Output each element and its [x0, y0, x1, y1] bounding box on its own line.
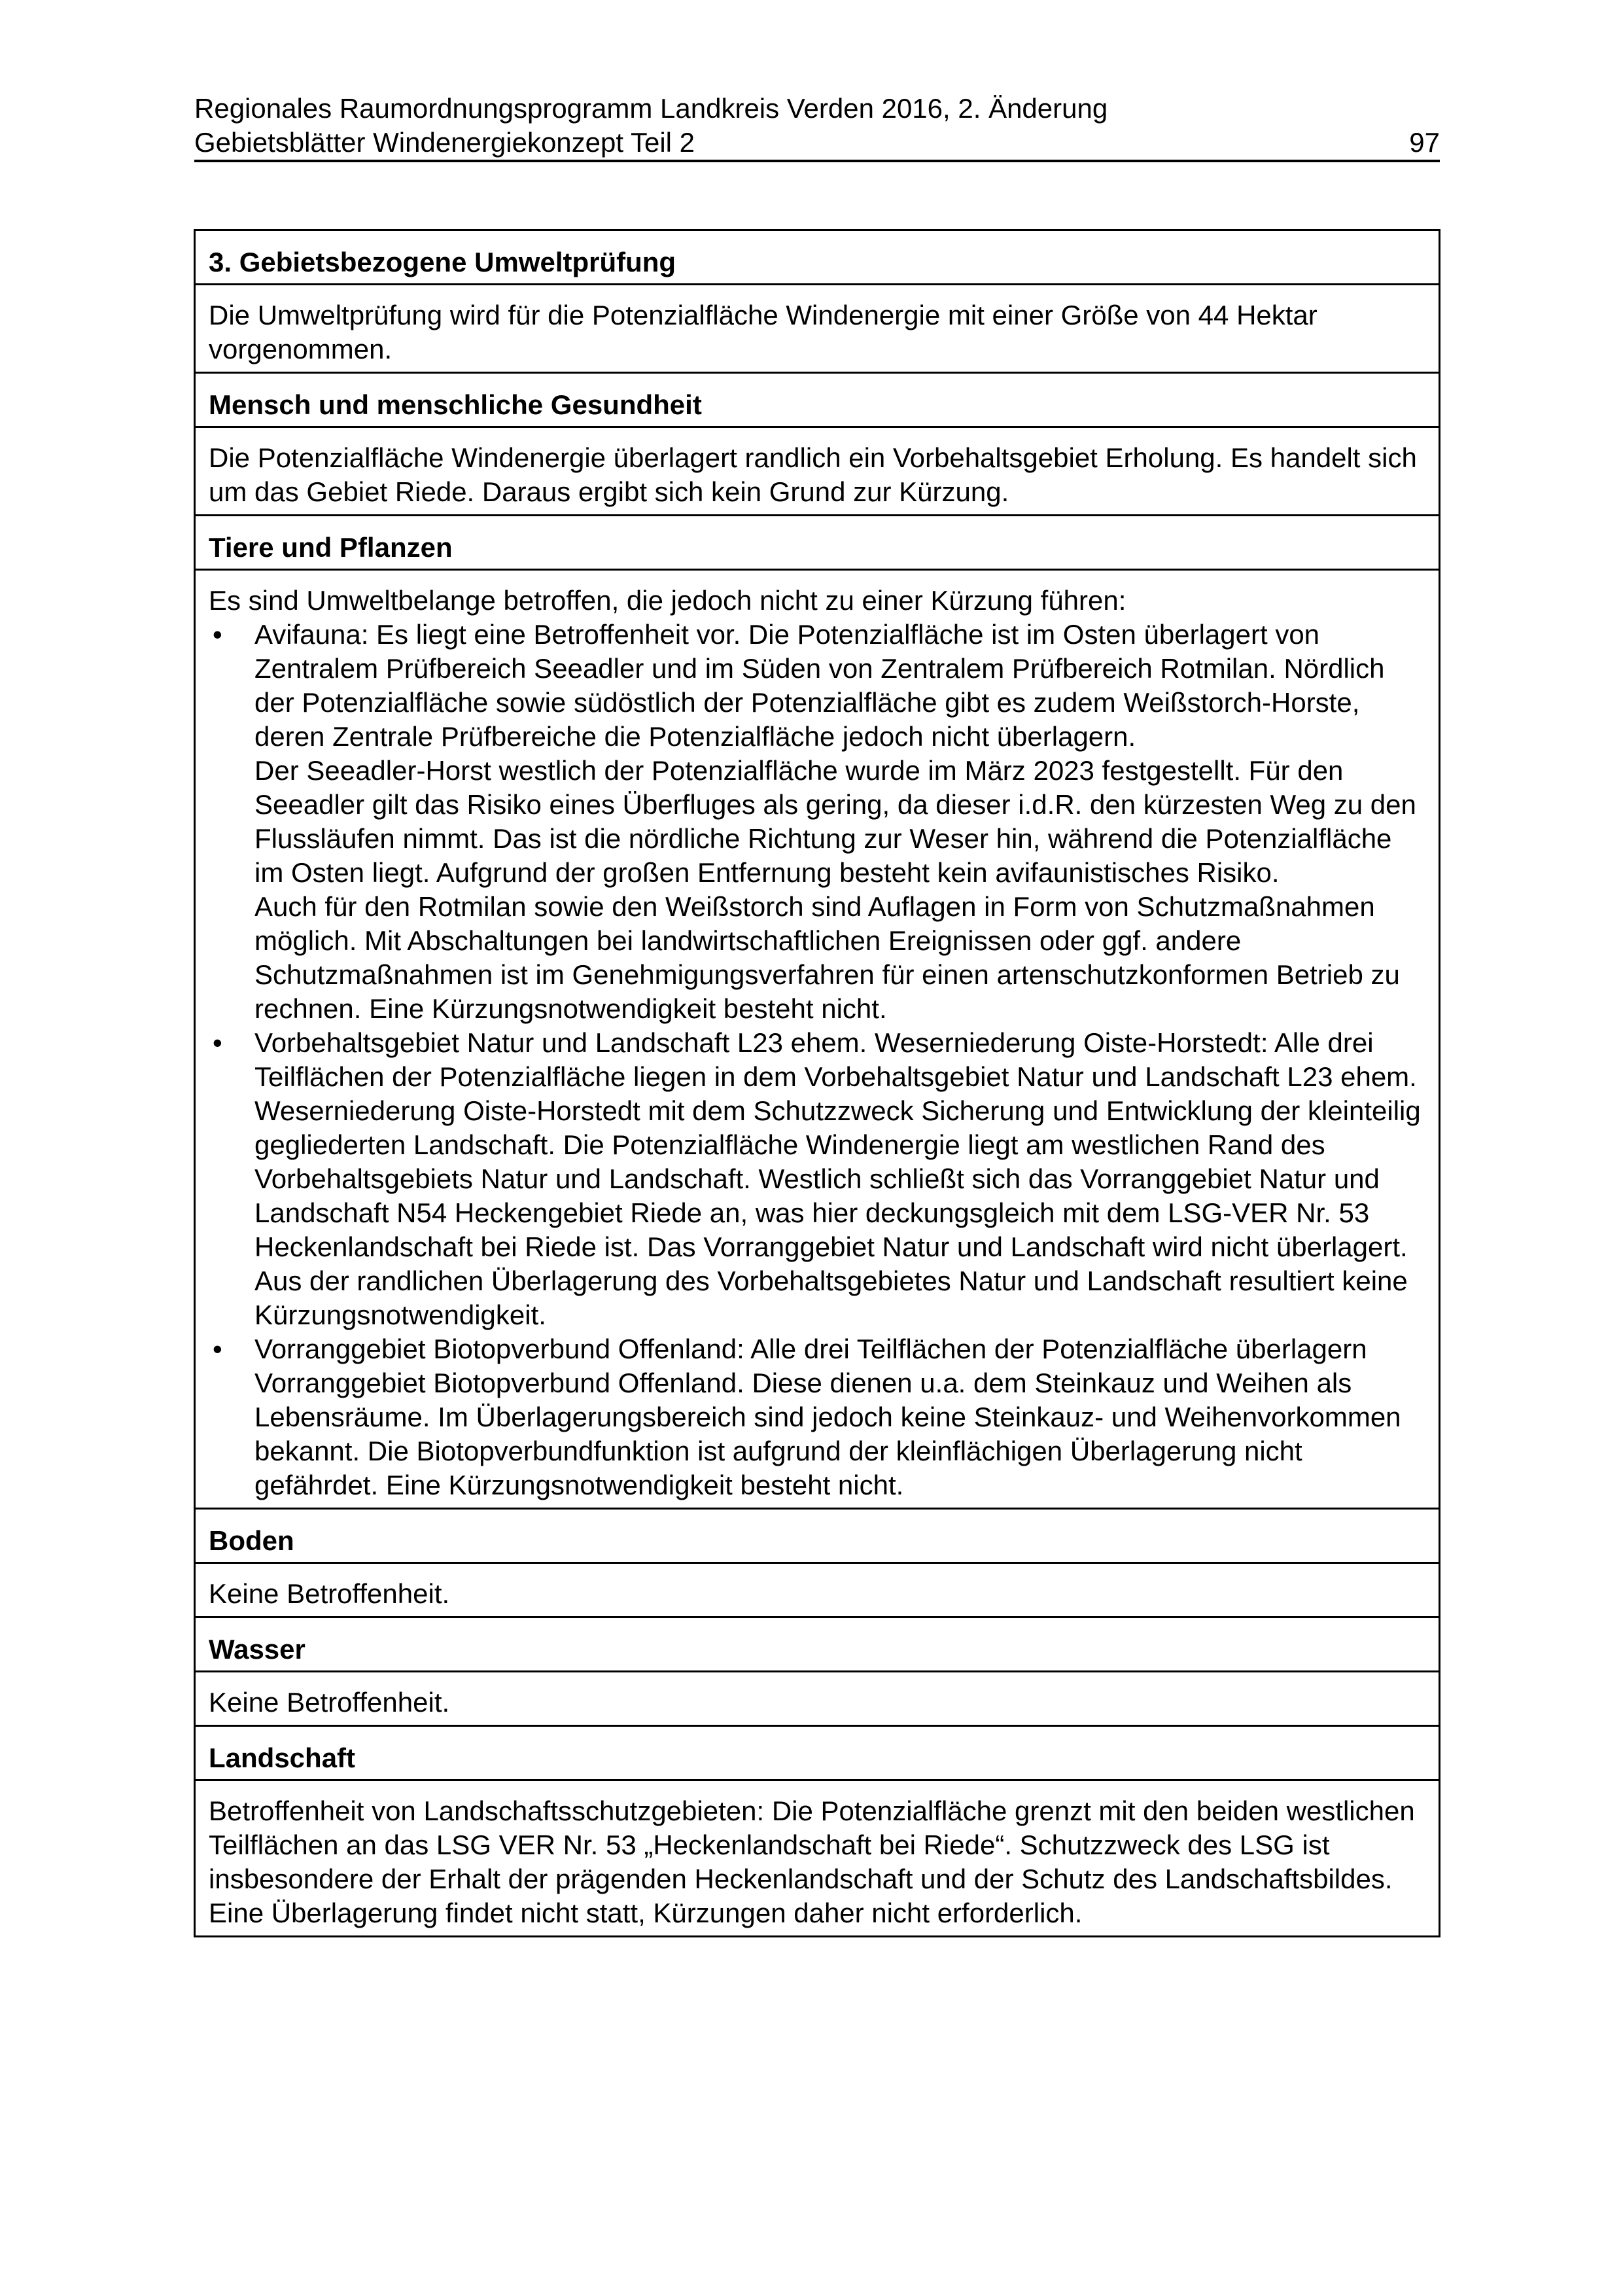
- assessment-table: [194, 229, 1440, 1937]
- bullet-paragraph: Vorbehaltsgebiet Natur und Landschaft L23 ehem. Weserniederung Oiste-Horstedt: Alle drei Teilflächen der Potenzialfläche liegen in dem Vorbehaltsgebiet Natur und Landschaft L23 ehem. Weserniederung Oiste-Horstedt mit dem Schutzzweck Sicherung und Entwicklung der kleinteilig gegliederten Landschaft. Die Potenzialfläche Windenergie liegt am westlichen Rand des Vorbehaltsgebiets Natur und Landschaft. Westlich schließt sich das Vorranggebiet Natur und Landschaft N54 Heckengebiet Riede an, was hier deckungsgleich mit dem LSG-VER Nr. 53 Heckenlandschaft bei Riede ist. Das Vorranggebiet Natur und Landschaft wird nicht überlagert. Aus der randlichen Überlagerung des Vorbehaltsgebietes Natur und Landschaft resultiert keine Kürzungsnotwendigkeit.: [254, 1027, 1421, 1330]
- bullet-biotopverbund: [209, 1332, 1425, 1502]
- bullet-icon: •: [213, 619, 222, 650]
- document-subtitle-row: [194, 126, 1440, 162]
- intro-text: Die Umweltprüfung wird für die Potenzialfläche Windenergie mit einer Größe von 44 Hektar vorgenommen.: [196, 283, 1439, 372]
- bullet-paragraph: Der Seeadler-Horst westlich der Potenzialfläche wurde im März 2023 festgestellt. Für den Seeadler gilt das Risiko eines Überfluges als gering, da dieser i.d.R. den kürzesten Weg zu den Flussläufen nimmt. Das ist die nördliche Richtung zur Weser hin, während die Potenzialfläche im Osten liegt. Aufgrund der großen Entfernung besteht kein avifaunistisches Risiko.: [254, 755, 1416, 888]
- tiere-bullet-list: [209, 618, 1425, 1502]
- text-wasser: Keine Betroffenheit.: [196, 1670, 1439, 1725]
- bullet-icon: •: [213, 1333, 222, 1364]
- heading-boden: Boden: [196, 1508, 1439, 1562]
- heading-mensch: Mensch und menschliche Gesundheit: [196, 372, 1439, 426]
- heading-landschaft: Landschaft: [196, 1725, 1439, 1779]
- bullet-paragraph: Avifauna: Es liegt eine Betroffenheit vor. Die Potenzialfläche ist im Osten überlagert von Zentralem Prüfbereich Seeadler und im Süden von Zentralem Prüfbereich Rotmilan. Nördlich der Potenzialfläche sowie südöstlich der Potenzialfläche gibt es zudem Weißstorch-Horste, deren Zentrale Prüfbereiche die Potenzialfläche jedoch nicht überlagern.: [254, 619, 1385, 752]
- page-header: [194, 92, 1440, 162]
- bullet-avifauna: [209, 618, 1425, 1026]
- bullet-paragraph: Vorranggebiet Biotopverbund Offenland: Alle drei Teilflächen der Potenzialfläche überlagern Vorranggebiet Biotopverbund Offenland. Diese dienen u.a. dem Steinkauz und Weihen als Lebensräume. Im Überlagerungsbereich sind jedoch keine Steinkauz- und Weihenvorkommen bekannt. Die Biotopverbundfunktion ist aufgrund der kleinflächigen Überlagerung nicht gefährdet. Eine Kürzungsnotwendigkeit besteht nicht.: [254, 1333, 1401, 1500]
- tiere-intro: Es sind Umweltbelange betroffen, die jedoch nicht zu einer Kürzung führen:: [209, 585, 1126, 616]
- text-landschaft: Betroffenheit von Landschaftsschutzgebieten: Die Potenzialfläche grenzt mit den beiden westlichen Teilflächen an das LSG VER Nr. 53 „Heckenlandschaft bei Riede“. Schutzzweck des LSG ist insbesondere der Erhalt der prägenden Heckenlandschaft und der Schutz des Landschaftsbildes. Eine Überlagerung findet nicht statt, Kürzungen daher nicht erforderlich.: [196, 1779, 1439, 1935]
- content-tiere: [196, 569, 1439, 1508]
- bullet-icon: •: [213, 1027, 222, 1058]
- bullet-vorbehaltsgebiet: [209, 1026, 1425, 1332]
- text-boden: Keine Betroffenheit.: [196, 1562, 1439, 1616]
- text-mensch: Die Potenzialfläche Windenergie überlagert randlich ein Vorbehaltsgebiet Erholung. Es handelt sich um das Gebiet Riede. Daraus ergibt sich kein Grund zur Kürzung.: [196, 426, 1439, 514]
- document-title: Regionales Raumordnungsprogramm Landkreis Verden 2016, 2. Änderung: [194, 93, 1108, 124]
- bullet-paragraph: Auch für den Rotmilan sowie den Weißstorch sind Auflagen in Form von Schutzmaßnahmen möglich. Mit Abschaltungen bei landwirtschaftlichen Ereignissen oder ggf. andere Schutzmaßnahmen ist im Genehmigungsverfahren für einen artenschutzkonformen Betrieb zu rechnen. Eine Kürzungsnotwendigkeit besteht nicht.: [254, 891, 1400, 1024]
- section-title: 3. Gebietsbezogene Umweltprüfung: [209, 247, 676, 277]
- heading-wasser: Wasser: [196, 1616, 1439, 1670]
- heading-tiere: Tiere und Pflanzen: [196, 514, 1439, 569]
- document-subtitle: Gebietsblätter Windenergiekonzept Teil 2: [194, 127, 695, 158]
- page-number: 97: [1409, 127, 1440, 158]
